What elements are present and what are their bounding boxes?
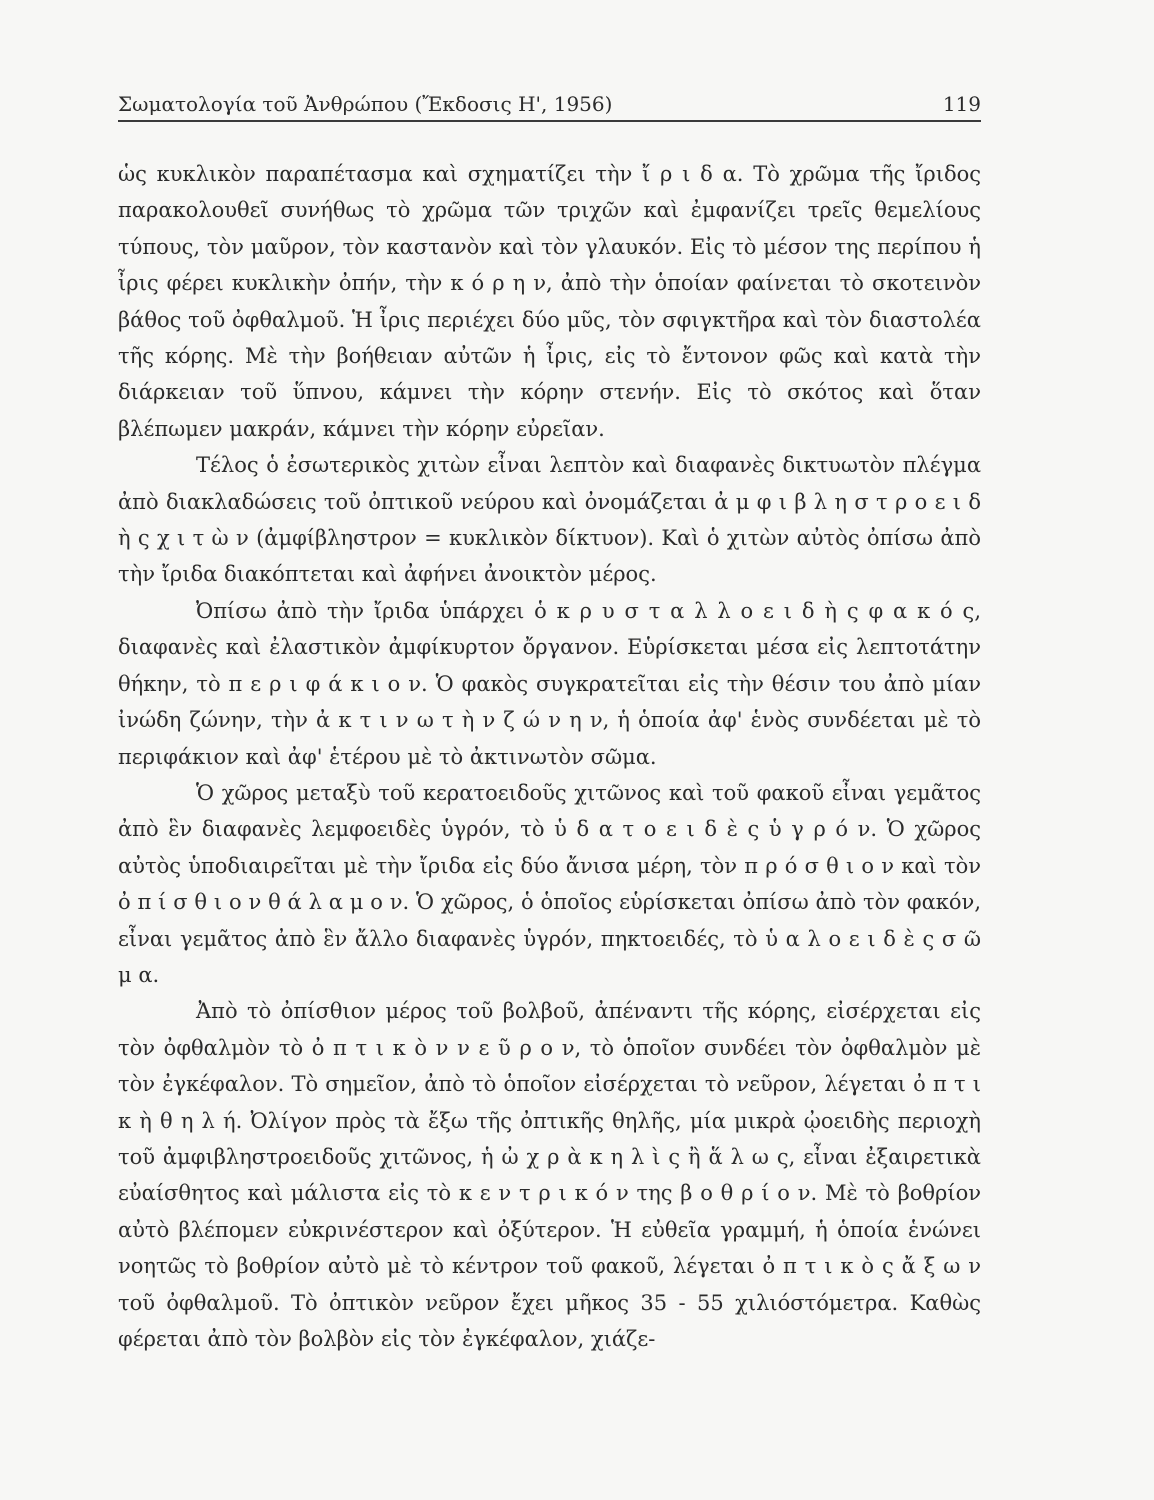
body-text [118,156,981,1357]
running-title: Σωματολογία τοῦ Ἀνθρώπου (Ἔκδοσις Η', 1956) [118,92,613,116]
paragraph-humors: Ὁ χῶρος μεταξὺ τοῦ κερατοειδοῦς χιτῶνος καὶ τοῦ φακοῦ εἶναι γεμᾶτος ἀπὸ ἓν διαφανὲς λεμφοειδὲς ὑγρόν, τὸ ὑ δ α τ ο ε ι δ ὲ ς ὑ γ ρ ό ν. Ὁ χῶρος αὐτὸς ὑποδιαιρεῖται μὲ τὴν ἴριδα εἰς δύο ἄνισα μέρη, τὸν π ρ ό σ θ ι ο ν καὶ τὸν ὀ π ί σ θ ι ο ν θ ά λ α μ ο ν. Ὁ χῶρος, ὁ ὁποῖος εὑρίσκεται ὀπίσω ἀπὸ τὸν φακόν, εἶναι γεμᾶτος ἀπὸ ἓν ἄλλο διαφανὲς ὑγρόν, πηκτοειδές, τὸ ὑ α λ ο ε ι δ ὲ ς σ ῶ μ α. [118,780,981,987]
paragraph-lens: Ὀπίσω ἀπὸ τὴν ἴριδα ὑπάρχει ὁ κ ρ υ σ τ α λ λ ο ε ι δ ὴ ς φ α κ ό ς, διαφανὲς καὶ ἐλαστικὸν ἀμφίκυρτον ὄργανον. Εὑρίσκεται μέσα εἰς λεπτοτάτην θήκην, τὸ π ε ρ ι φ ά κ ι ο ν. Ὁ φακὸς συγκρατεῖται εἰς τὴν θέσιν του ἀπὸ μίαν ἰνώδη ζώνην, τὴν ἀ κ τ ι ν ω τ ὴ ν ζ ώ ν η ν, ἡ ὁποία ἀφ' ἑνὸς συνδέεται μὲ τὸ περιφάκιον καὶ ἀφ' ἑτέρου μὲ τὸ ἀκτινωτὸν σῶμα. [118,598,981,769]
paragraph-optic-nerve: Ἀπὸ τὸ ὀπίσθιον μέρος τοῦ βολβοῦ, ἀπέναντι τῆς κόρης, εἰσέρχεται εἰς τὸν ὀφθαλμὸν τὸ ὀ π τ ι κ ὸ ν ν ε ῦ ρ ο ν, τὸ ὁποῖον συνδέει τὸν ὀφθαλμὸν μὲ τὸν ἐγκέφαλον. Τὸ σημεῖον, ἀπὸ τὸ ὁποῖον εἰσέρχεται τὸ νεῦρον, λέγεται ὀ π τ ι κ ὴ θ η λ ή. Ὀλίγον πρὸς τὰ ἔξω τῆς ὀπτικῆς θηλῆς, μία μικρὰ ᾠοειδὴς περιοχὴ τοῦ ἀμφιβληστροειδοῦς χιτῶνος, ἡ ὠ χ ρ ὰ κ η λ ὶ ς ἢ ἅ λ ω ς, εἶναι ἐξαιρετικὰ εὐαίσθητος καὶ μάλιστα εἰς τὸ κ ε ν τ ρ ι κ ό ν της β ο θ ρ ί ο ν. Μὲ τὸ βοθρίον αὐτὸ βλέπομεν εὐκρινέστερον καὶ ὀξύτερον. Ἡ εὐθεῖα γραμμή, ἡ ὁποία ἑνώνει νοητῶς τὸ βοθρίον αὐτὸ μὲ τὸ κέντρον τοῦ φακοῦ, λέγεται ὀ π τ ι κ ὸ ς ἄ ξ ω ν τοῦ ὀφθαλμοῦ. Τὸ ὀπτικὸν νεῦρον ἔχει μῆκος 35 - 55 χιλιόστόμετρα. Καθὼς φέρεται ἀπὸ τὸν βολβὸν εἰς τὸν ἐγκέφαλον, χιάζε- [118,999,981,1351]
paragraph-iris: ὡς κυκλικὸν παραπέτασμα καὶ σχηματίζει τὴν ἴ ρ ι δ α. Τὸ χρῶμα τῆς ἴριδος παρακολουθεῖ συνήθως τὸ χρῶμα τῶν τριχῶν καὶ ἐμφανίζει τρεῖς θεμελίους τύπους, τὸν μαῦρον, τὸν καστανὸν καὶ τὸν γλαυκόν. Εἰς τὸ μέσον της περίπου ἡ ἶρις φέρει κυκλικὴν ὀπήν, τὴν κ ό ρ η ν, ἀπὸ τὴν ὁποίαν φαίνεται τὸ σκοτεινὸν βάθος τοῦ ὀφθαλμοῦ. Ἡ ἶρις περιέχει δύο μῦς, τὸν σφιγκτῆρα καὶ τὸν διαστολέα τῆς κόρης. Μὲ τὴν βοήθειαν αὐτῶν ἡ ἶρις, εἰς τὸ ἔντονον φῶς καὶ κατὰ τὴν διάρκειαν τοῦ ὕπνου, κάμνει τὴν κόρην στενήν. Εἰς τὸ σκότος καὶ ὅταν βλέπωμεν μακράν, κάμνει τὴν κόρην εὐρεῖαν. [118,162,981,441]
running-header [118,92,981,122]
paragraph-retina: Τέλος ὁ ἐσωτερικὸς χιτὼν εἶναι λεπτὸν καὶ διαφανὲς δικτυωτὸν πλέγμα ἀπὸ διακλαδώσεις τοῦ ὀπτικοῦ νεύρου καὶ ὀνομάζεται ἀ μ φ ι β λ η σ τ ρ ο ε ι δ ὴ ς χ ι τ ὼ ν (ἀμφίβληστρον = κυκλικὸν δίκτυον). Καὶ ὁ χιτὼν αὐτὸς ὀπίσω ἀπὸ τὴν ἴριδα διακόπτεται καὶ ἀφήνει ἀνοικτὸν μέρος. [118,453,981,587]
page-number: 119 [942,92,981,116]
